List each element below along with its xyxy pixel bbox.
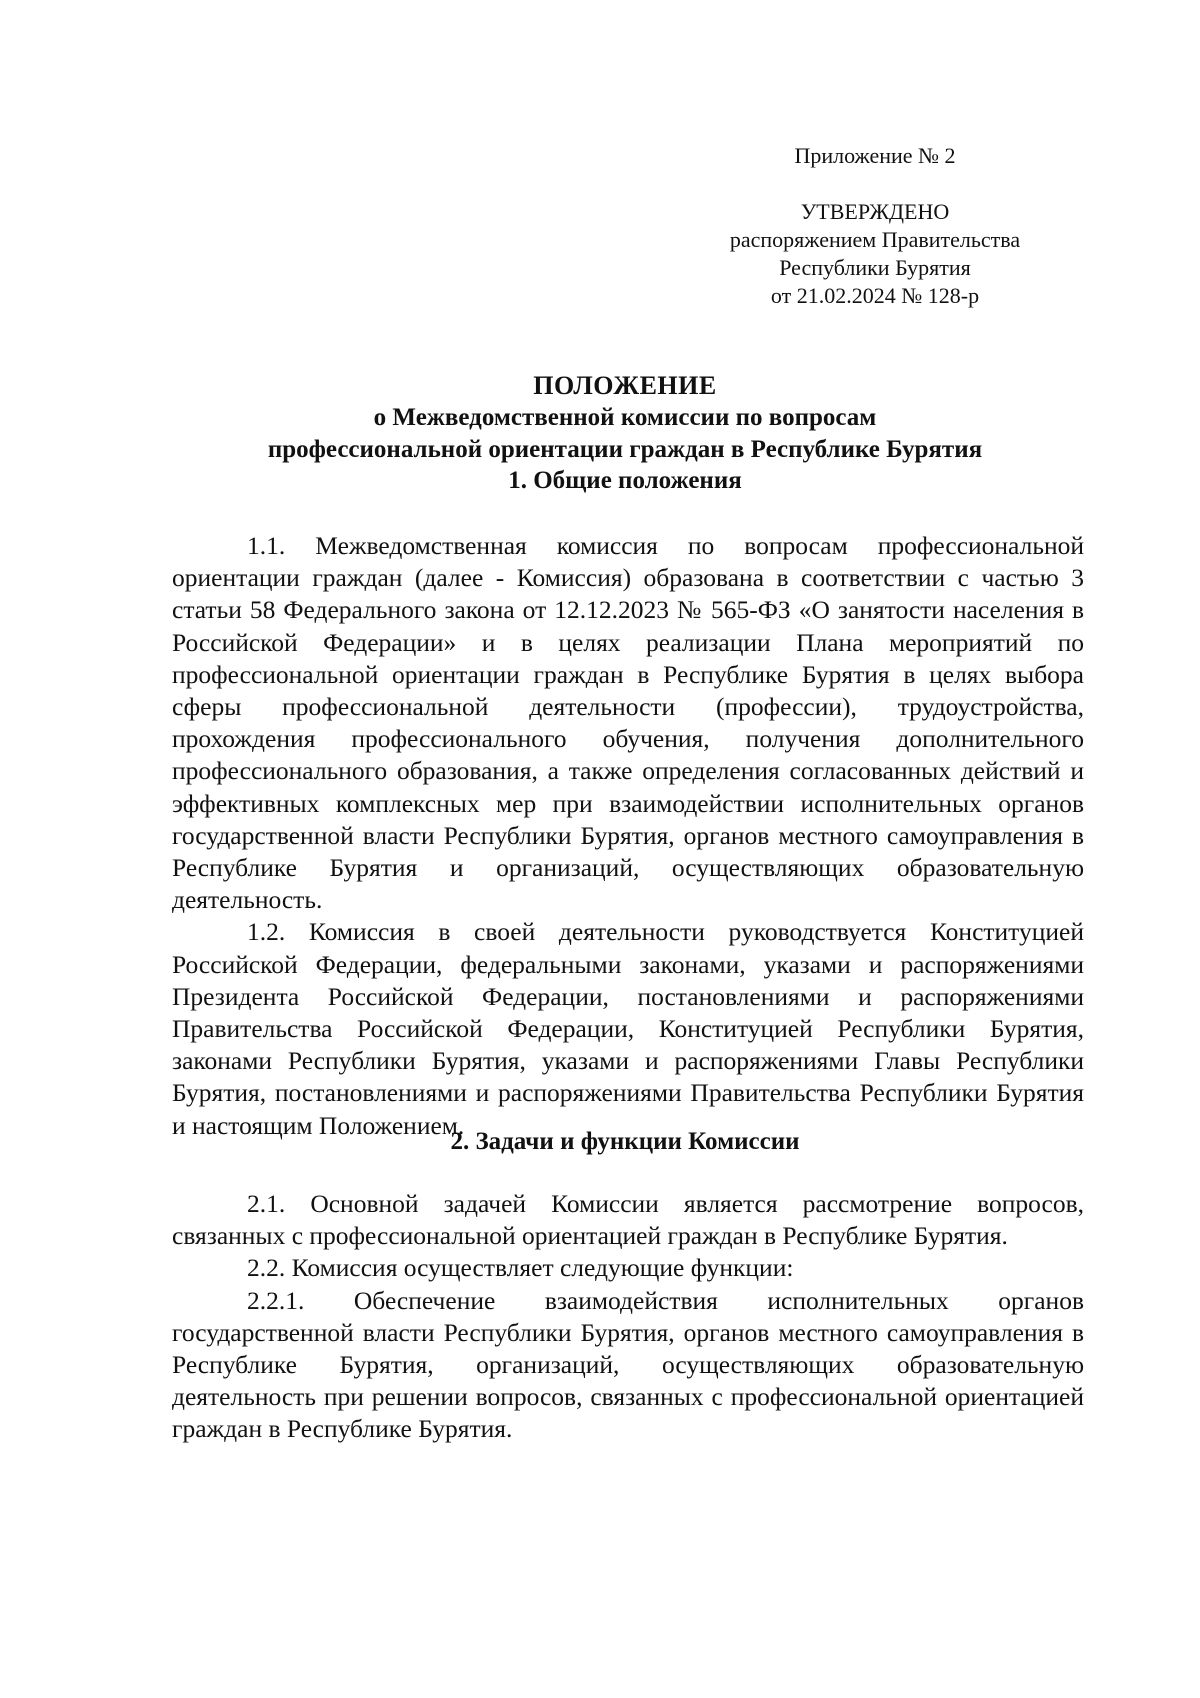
paragraph-2-2-1: 2.2.1. Обеспечение взаимодействия исполнительных органов государственной власти Республики Бурятия, органов местного самоуправления в Республике Бурятия, организаций, осуществляющих образовательную деятельность при решении вопросов, связанных с профессиональной ориентацией граждан в Республике Бурятия.	[172, 1285, 1084, 1444]
section-1-heading: 1. Общие положения	[508, 467, 742, 494]
approval-line-1: распоряжением Правительства	[729, 227, 1021, 252]
title-sub-1: о Межведомственной комиссии по вопросам	[373, 404, 877, 431]
section-2-body	[172, 1188, 1084, 1446]
approval-block	[725, 142, 1025, 310]
section-1-body	[172, 530, 1084, 1142]
title-sub-2: профессиональной ориентации граждан в Республике Бурятия	[267, 436, 983, 463]
paragraph-1-2: 1.2. Комиссия в своей деятельности руководствуется Конституцией Российской Федерации, федеральными законами, указами и распоряжениями Президента Российской Федерации, постановлениями и распоряжениями Правительства Российской Федерации, Конституцией Республики Бурятия, законами Республики Бурятия, указами и распоряжениями Главы Республики Бурятия, постановлениями и распоряжениями Правительства Республики Бурятия и настоящим Положением.	[172, 917, 1084, 1140]
paragraph-2-1: 2.1. Основной задачей Комиссии является рассмотрение вопросов, связанных с профессиональной ориентацией граждан в Республике Бурятия.	[172, 1189, 1084, 1251]
approval-line-2: Республики Бурятия	[779, 255, 971, 280]
paragraph-2-2: 2.2. Комиссия осуществляет следующие функции:	[247, 1253, 794, 1283]
title-main: ПОЛОЖЕНИЕ	[533, 371, 717, 400]
paragraph-1-1: 1.1. Межведомственная комиссия по вопросам профессиональной ориентации граждан (далее - Комиссия) образована в соответствии с частью 3 статьи 58 Федерального закона от 12.12.2023 № 565-ФЗ «О занятости населения в Российской Федерации» и в целях реализации Плана мероприятий по профессиональной ориентации граждан в Республике Бурятия в целях выбора сферы профессиональной деятельности (профессии), трудоустройства, прохождения профессионального обучения, получения дополнительного профессионального образования, а также определения согласованных действий и эффективных комплексных мер при взаимодействии исполнительных органов государственной власти Республики Бурятия, органов местного самоуправления в Республике Бурятия и организаций, осуществляющих образовательную деятельность.	[172, 531, 1084, 915]
approval-line-3: от 21.02.2024 № 128-р	[770, 283, 980, 308]
appendix-label: Приложение № 2	[794, 143, 956, 168]
approved-label: УТВЕРЖДЕНО	[800, 199, 950, 224]
document-title	[175, 370, 1075, 466]
section-2-heading: 2. Задачи и функции Комиссии	[450, 1128, 800, 1155]
